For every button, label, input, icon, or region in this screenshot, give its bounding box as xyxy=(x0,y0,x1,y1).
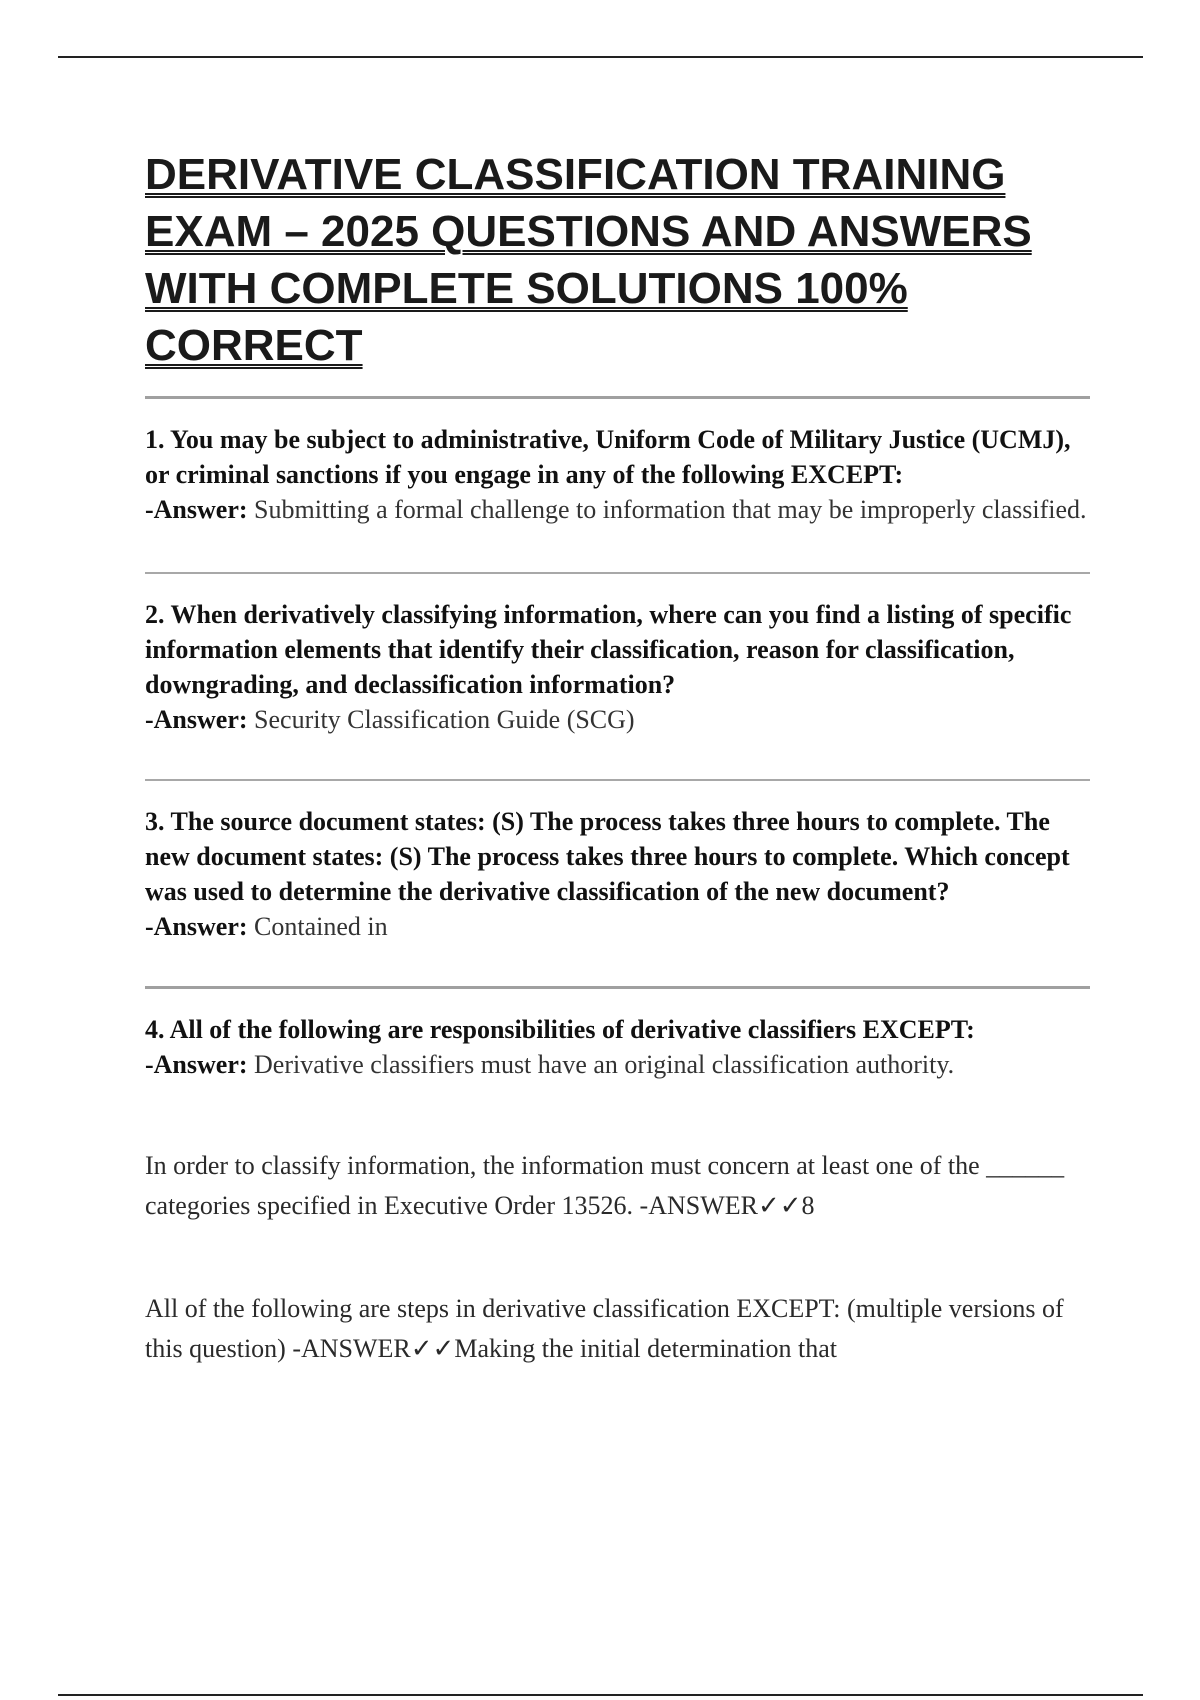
divider xyxy=(145,572,1090,574)
answer-text: Security Classification Guide (SCG) xyxy=(254,705,635,734)
document-title: DERIVATIVE CLASSIFICATION TRAINING EXAM – 2025 QUESTIONS AND ANSWERS WITH COMPLETE SOLUTIONS 100% CORRECT xyxy=(145,150,1032,370)
answer-line xyxy=(145,909,1090,944)
question-text: 3. The source document states: (S) The process takes three hours to complete. The new document states: (S) The process takes three hours to complete. Which concept was used to determine the derivative classification of the new document? xyxy=(145,807,1070,906)
qa-item-1 xyxy=(145,422,1090,527)
paragraph-1: In order to classify information, the information must concern at least one of the ______ categories specified in Executive Order 13526. -ANSWER✓✓8 xyxy=(145,1151,1065,1220)
divider xyxy=(145,779,1090,781)
page-top-rule xyxy=(58,56,1143,58)
answer-text: Derivative classifiers must have an original classification authority. xyxy=(254,1050,955,1079)
answer-label: -Answer: xyxy=(145,912,248,941)
answer-line xyxy=(145,1047,1090,1082)
answer-line xyxy=(145,702,1090,737)
answer-line xyxy=(145,492,1090,527)
question-text: 4. All of the following are responsibilities of derivative classifiers EXCEPT: xyxy=(145,1015,975,1044)
page-bottom-rule xyxy=(58,1694,1143,1696)
answer-text: Contained in xyxy=(254,912,388,941)
qa-item-3 xyxy=(145,804,1090,944)
divider xyxy=(145,986,1090,989)
answer-text: Submitting a formal challenge to information that may be improperly classified. xyxy=(254,495,1087,524)
answer-label: -Answer: xyxy=(145,495,248,524)
question-text: 2. When derivatively classifying information, where can you find a listing of specific information elements that identify their classification, reason for classification, downgrading, and declassification information? xyxy=(145,600,1072,699)
answer-label: -Answer: xyxy=(145,705,248,734)
qa-item-2 xyxy=(145,597,1090,737)
divider xyxy=(145,396,1090,399)
answer-label: -Answer: xyxy=(145,1050,248,1079)
paragraph-2: All of the following are steps in derivative classification EXCEPT: (multiple versions of this question) -ANSWER✓✓Making the initial determination that xyxy=(145,1294,1064,1363)
qa-item-4 xyxy=(145,1012,1090,1082)
document-body xyxy=(145,146,1090,1369)
question-text: 1. You may be subject to administrative, Uniform Code of Military Justice (UCMJ), or criminal sanctions if you engage in any of the following EXCEPT: xyxy=(145,425,1071,489)
